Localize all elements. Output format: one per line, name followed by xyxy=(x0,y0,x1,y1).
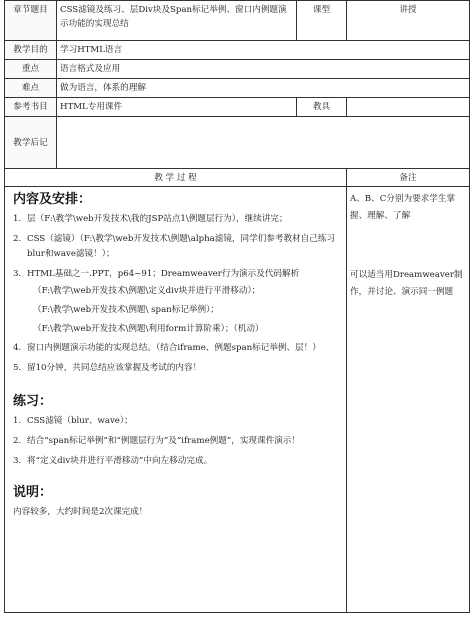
reference-row xyxy=(5,98,470,117)
item-text: 将“定义div块并进行平滑移动”中向左移动完成。 xyxy=(27,456,213,466)
remarks-column xyxy=(347,187,470,613)
goal-label: 教学目的 xyxy=(5,41,57,60)
note-heading: 说明： xyxy=(13,485,53,500)
practice-item xyxy=(13,414,340,429)
item-text: CSS（滤镜）（F:\教学\web开发技术\例题\alpha滤镜，同学们参考教材自己练习blur和wave滤镜！）； xyxy=(27,234,336,259)
item-number: 5. xyxy=(13,363,22,373)
list-item xyxy=(13,212,340,227)
difficult-label: 难点 xyxy=(5,79,57,98)
key-row xyxy=(5,60,470,79)
spacer xyxy=(13,474,340,484)
sub-item: （F:\教学\web开发技术\例题\定义div块并进行平滑移动）； xyxy=(33,286,261,296)
reference-value: HTML专用课件 xyxy=(57,98,297,117)
item-text: 结合“span标记举例”和“例题层行为”及“iframe例题”，实现课件演示！ xyxy=(27,436,300,446)
process-body-row xyxy=(5,187,470,613)
postnote-label: 教学后记 xyxy=(5,117,57,169)
practice-item xyxy=(13,454,340,469)
process-content xyxy=(5,187,347,613)
list-item xyxy=(13,267,340,282)
postnote-value xyxy=(57,117,470,169)
process-header-row xyxy=(5,169,470,187)
postnote-row xyxy=(5,117,470,169)
goal-row xyxy=(5,41,470,60)
practice-heading: 练习： xyxy=(13,394,53,409)
lesson-type-label: 课型 xyxy=(297,1,347,41)
list-item xyxy=(13,361,340,376)
lesson-plan-page xyxy=(4,0,469,617)
item-text: 留10分钟，共同总结应该掌握及考试的内容！ xyxy=(27,363,202,373)
item-number: 2. xyxy=(13,436,22,446)
practice-item xyxy=(13,434,340,449)
chapter-row xyxy=(5,1,470,41)
item-number: 1. xyxy=(13,214,22,224)
remark-label: 备注 xyxy=(347,169,470,187)
teaching-aid-label: 教具 xyxy=(297,98,347,117)
list-item xyxy=(13,341,340,356)
item-text: 层（F:\教学\web开发技术\我的JSP站点1\例题层行为），继续讲完； xyxy=(27,214,288,224)
spacer xyxy=(350,225,466,267)
difficult-value: 做为语言，体系的理解 xyxy=(57,79,470,98)
spacer xyxy=(13,381,340,393)
key-label: 重点 xyxy=(5,60,57,79)
sub-item: （F:\教学\web开发技术\例题\利用form计算阶乘）；（机动） xyxy=(33,324,264,334)
item-text: 窗口内例题演示功能的实现总结。（结合iframe、例题span标记举例、层！） xyxy=(27,343,321,353)
lesson-plan-table xyxy=(4,0,470,613)
key-value: 语言格式及应用 xyxy=(57,60,470,79)
process-label: 教 学 过 程 xyxy=(5,169,347,187)
sub-item: （F:\教学\web开发技术\例题\ span标记举例）； xyxy=(33,305,219,315)
item-number: 1. xyxy=(13,416,22,426)
goal-value: 学习HTML语言 xyxy=(57,41,470,60)
note-text: 内容较多，大约时间是2次课完成！ xyxy=(13,507,148,517)
chapter-label: 章节题目 xyxy=(5,1,57,41)
difficult-row xyxy=(5,79,470,98)
item-number: 3. xyxy=(13,456,22,466)
item-text: HTML基础之一.PPT，p64~91；Dreamweaver行为演示及代码解析 xyxy=(27,269,300,279)
remark-text-1: A、B、C分别为要求学生掌握、理解、了解 xyxy=(350,194,456,221)
remark-text-2: 可以适当用Dreamweaver制作，并讨论、演示同一例题 xyxy=(350,270,463,297)
lesson-type-value: 讲授 xyxy=(347,1,470,41)
item-number: 4. xyxy=(13,343,22,353)
item-number: 3. xyxy=(13,269,22,279)
item-number: 2. xyxy=(13,234,22,244)
list-item xyxy=(13,232,340,262)
teaching-aid-value xyxy=(347,98,470,117)
reference-label: 参考书目 xyxy=(5,98,57,117)
item-text: CSS滤镜（blur、wave）； xyxy=(27,416,133,426)
content-heading: 内容及安排： xyxy=(13,192,92,207)
chapter-title: CSS滤镜及练习、层Div块及Span标记举例、窗口内例题演示功能的实现总结 xyxy=(57,1,297,41)
